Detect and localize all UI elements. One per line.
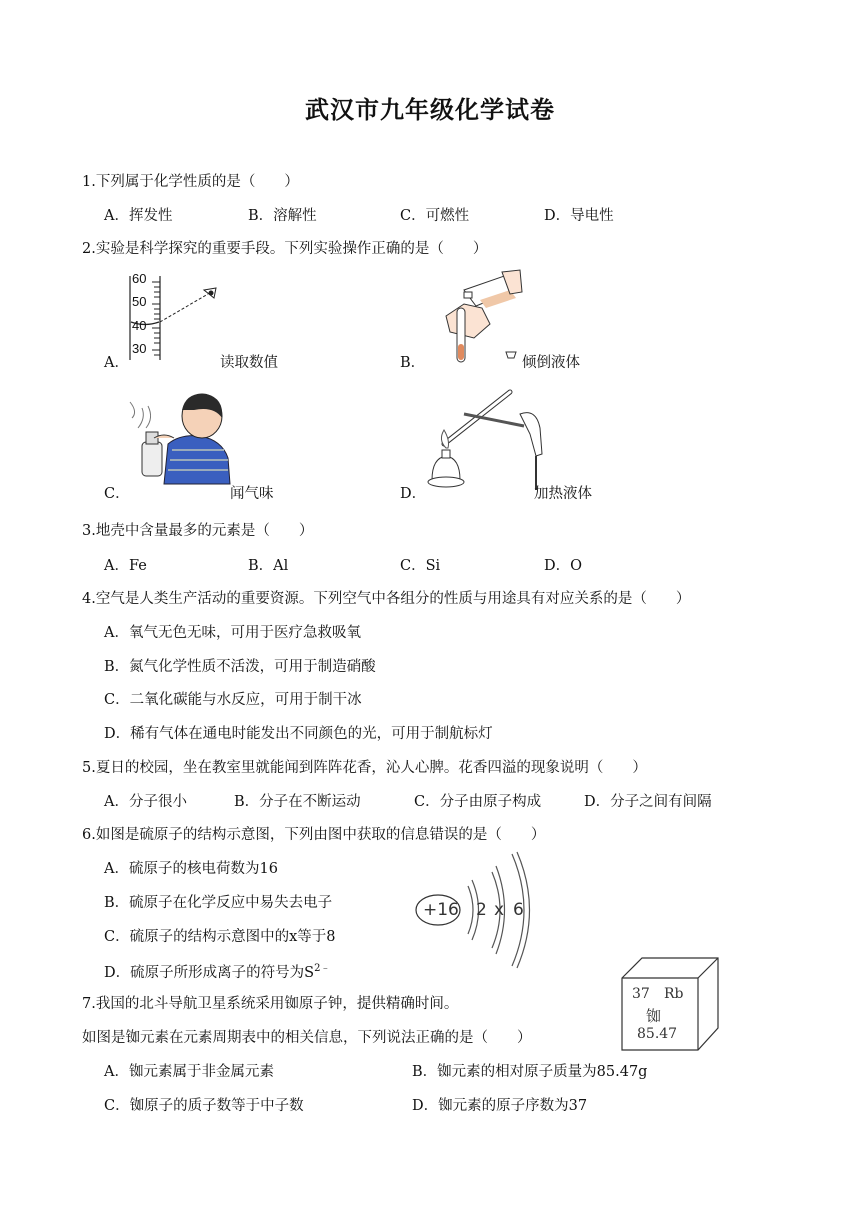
q6-option-a: A．硫原子的核电荷数为16 xyxy=(104,861,278,877)
shell-3-electrons: 6 xyxy=(513,900,524,920)
cylinder-tick-60: 60 xyxy=(132,271,147,286)
q1-option-b: B．溶解性 xyxy=(248,208,317,224)
shell-2-electrons: x xyxy=(494,900,505,920)
element-name: 铷 xyxy=(646,1007,662,1025)
q7-option-b: B．铷元素的相对原子质量为85.47g xyxy=(412,1064,648,1080)
q2-option-a-caption: 读取数值 xyxy=(220,355,278,371)
q6-option-c: C．硫原子的结构示意图中的x等于8 xyxy=(104,929,336,945)
q1-option-a: A．挥发性 xyxy=(104,208,173,224)
q6-option-d-text: D．硫原子所形成离子的符号为S xyxy=(104,964,315,981)
smelling-gas-image xyxy=(124,388,234,496)
q5-option-b: B．分子在不断运动 xyxy=(234,794,361,810)
q6-option-b: B．硫原子在化学反应中易失去电子 xyxy=(104,895,333,911)
question-1-stem: 1.下列属于化学性质的是（ ） xyxy=(82,174,299,190)
q5-option-c: C．分子由原子构成 xyxy=(414,794,542,810)
q7-option-d: D．铷元素的原子序数为37 xyxy=(412,1098,588,1114)
q4-option-c: C．二氧化碳能与水反应，可用于制干冰 xyxy=(104,692,362,708)
q4-option-b: B．氮气化学性质不活泼，可用于制造硝酸 xyxy=(104,659,376,675)
question-6-stem: 6.如图是硫原子的结构示意图，下列由图中获取的信息错误的是（ ） xyxy=(82,827,546,843)
nucleus-charge: +16 xyxy=(423,900,459,920)
q1-option-c: C．可燃性 xyxy=(400,208,470,224)
q2-option-d-letter: D． xyxy=(400,486,427,502)
element-symbol: Rb xyxy=(664,986,684,1002)
question-5-stem: 5.夏日的校园，坐在教室里就能闻到阵阵花香，沁人心脾。花香四溢的现象说明（ ） xyxy=(82,760,647,776)
q2-option-d-caption: 加热液体 xyxy=(534,486,592,502)
stopper-icon xyxy=(505,350,517,360)
question-2-stem: 2.实验是科学探究的重要手段。下列实验操作正确的是（ ） xyxy=(82,241,488,257)
question-3-stem: 3.地壳中含量最多的元素是（ ） xyxy=(82,523,314,539)
q4-option-d: D．稀有气体在通电时能发出不同颜色的光，可用于制航标灯 xyxy=(104,726,493,742)
shell-1-electrons: 2 xyxy=(476,900,487,920)
q2-option-a-letter: A． xyxy=(104,355,129,371)
q4-option-a: A．氧气无色无味，可用于医疗急救吸氧 xyxy=(104,625,361,641)
cylinder-tick-50: 50 xyxy=(132,294,147,309)
q3-option-d: D．O xyxy=(544,558,583,574)
question-7-stem-line1: 7.我国的北斗导航卫星系统采用铷原子钟，提供精确时间。 xyxy=(82,996,459,1012)
cylinder-tick-30: 30 xyxy=(132,341,147,356)
element-mass: 85.47 xyxy=(637,1026,678,1042)
element-number: 37 xyxy=(632,986,650,1002)
q5-option-d: D．分子之间有间隔 xyxy=(584,794,712,810)
q7-option-a: A．铷元素属于非金属元素 xyxy=(104,1064,274,1080)
q6-option-d xyxy=(104,959,330,982)
q1-option-d: D．导电性 xyxy=(544,208,614,224)
q7-option-c: C．铷原子的质子数等于中子数 xyxy=(104,1098,304,1114)
q3-option-b: B．Al xyxy=(248,558,289,574)
q2-option-c-letter: C． xyxy=(104,486,130,502)
q2-option-b-letter: B． xyxy=(400,355,426,371)
q2-option-c-caption: 闻气味 xyxy=(230,486,274,502)
page-title: 武汉市九年级化学试卷 xyxy=(305,95,555,124)
ion-charge: 2﹣ xyxy=(314,963,331,974)
cylinder-tick-40: 40 xyxy=(132,318,147,333)
heating-liquid-image xyxy=(424,384,544,496)
q3-option-c: C．Si xyxy=(400,558,441,574)
question-7-stem-line2: 如图是铷元素在元素周期表中的相关信息，下列说法正确的是（ ） xyxy=(82,1030,532,1046)
q5-option-a: A．分子很小 xyxy=(104,794,187,810)
q2-option-b-caption: 倾倒液体 xyxy=(522,355,580,371)
q3-option-a: A．Fe xyxy=(104,558,147,574)
question-4-stem: 4.空气是人类生产活动的重要资源。下列空气中各组分的性质与用途具有对应关系的是（ ） xyxy=(82,591,691,607)
